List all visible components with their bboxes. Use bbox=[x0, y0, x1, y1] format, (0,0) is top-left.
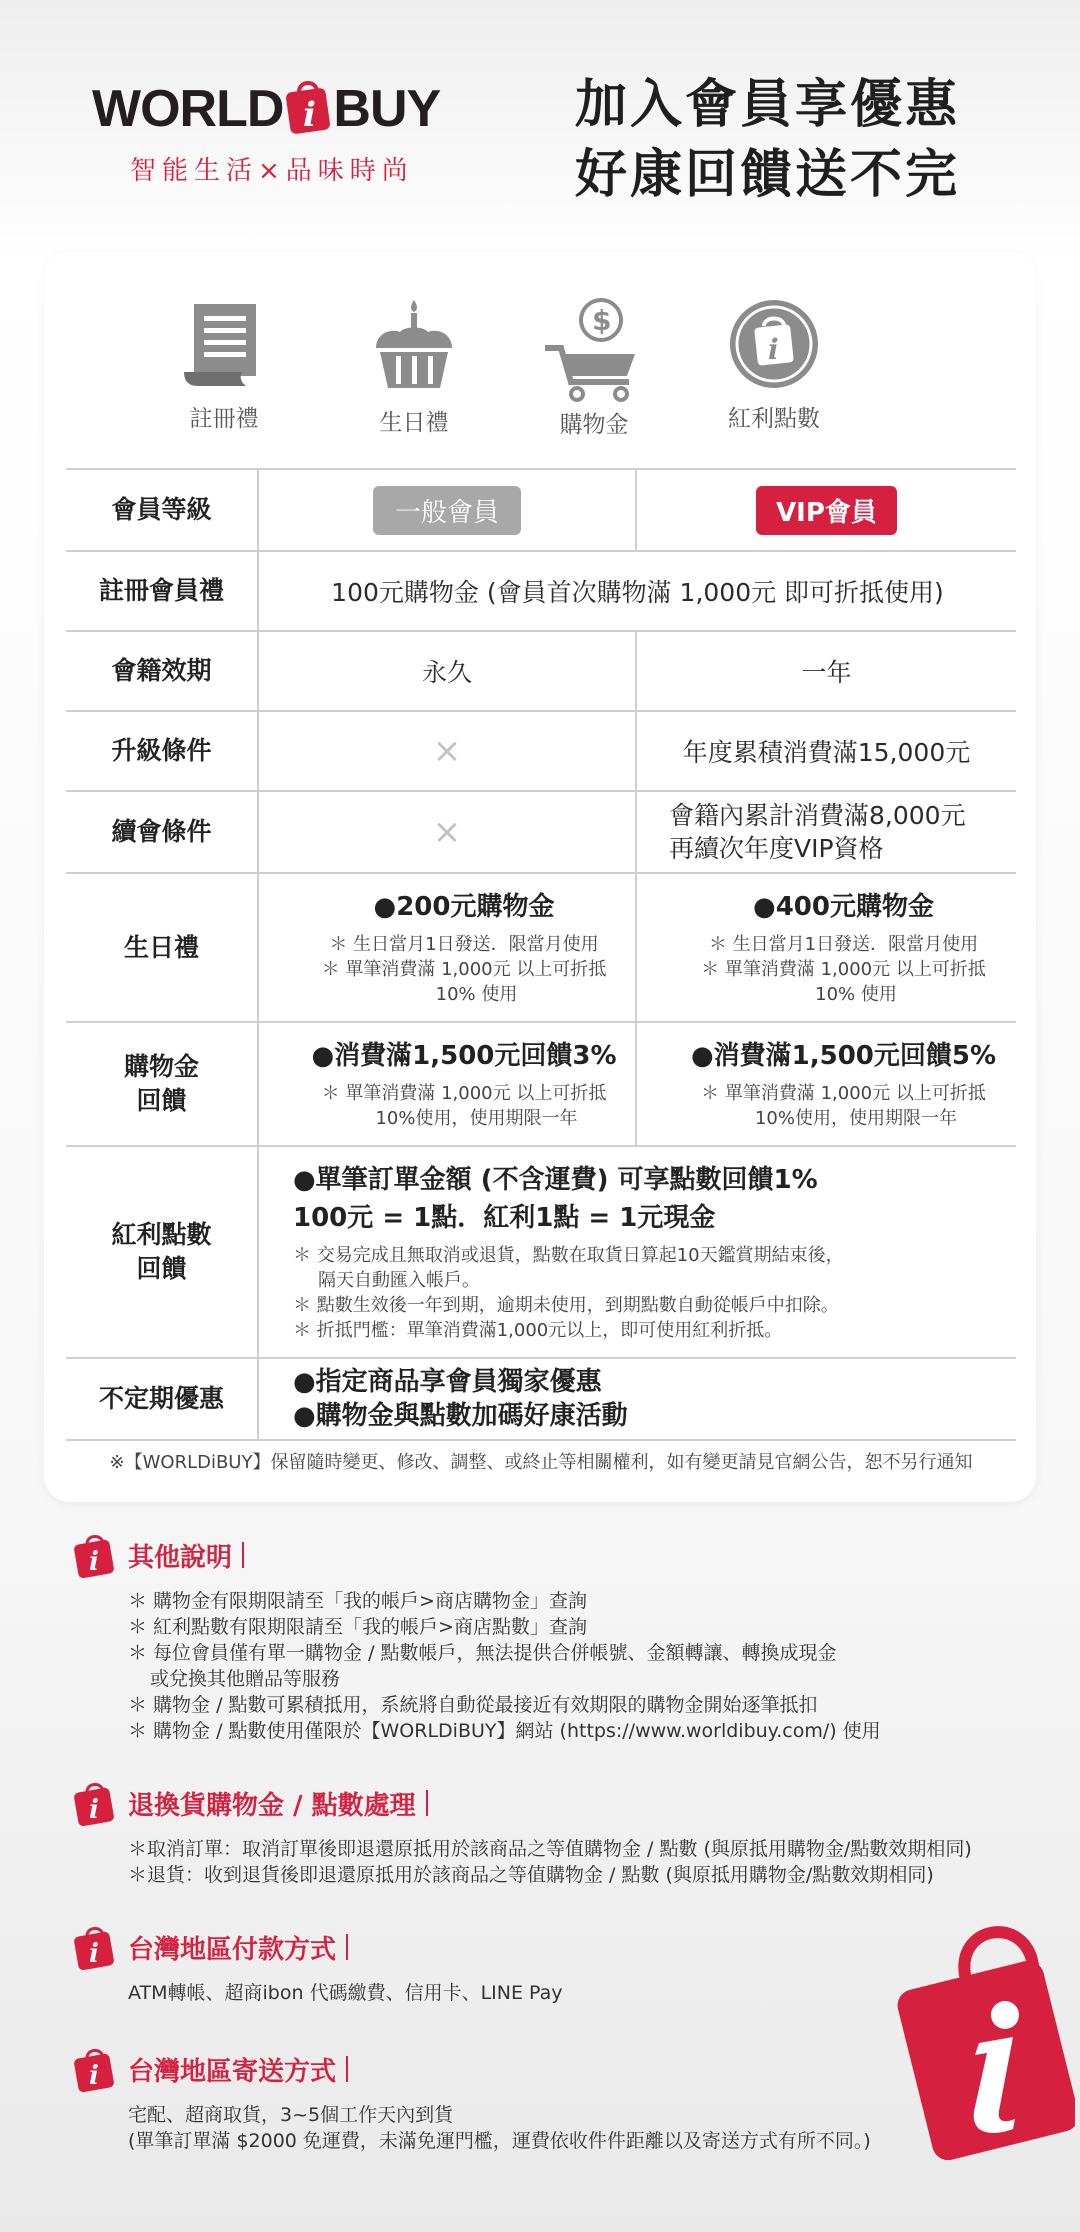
birthday-vip bbox=[636, 873, 1016, 1022]
row-header-line1: 紅利點數 bbox=[111, 1220, 212, 1249]
section-title: 台灣地區付款方式 bbox=[128, 1934, 337, 1965]
row-header-line1: 購物金 bbox=[123, 1052, 199, 1081]
row-header: 會員等級 bbox=[66, 469, 258, 551]
note: ＊ 單筆消費滿 1,000元 以上可折抵 bbox=[701, 1083, 986, 1104]
note: ＊ 生日當月1日發送．限當月使用 bbox=[329, 934, 599, 955]
info-badge-icon bbox=[72, 1532, 116, 1578]
list-item: ＊ 購物金有限期限請至「我的帳戶>商店購物金」查詢 bbox=[128, 1590, 587, 1612]
benefit-label: 生日禮 bbox=[379, 410, 449, 436]
upgrade-vip: 年度累積消費滿15,000元 bbox=[636, 711, 1016, 791]
row-header: 續會條件 bbox=[66, 791, 258, 873]
cashback-normal-title: ●消費滿1,500元回饋3% bbox=[311, 1041, 617, 1071]
row-header: 註冊會員禮 bbox=[66, 551, 258, 631]
note: ＊ 單筆消費滿 1,000元 以上可折抵 bbox=[321, 1083, 607, 1104]
row-header: 不定期優惠 bbox=[66, 1358, 258, 1440]
points-title2: 100元 = 1點．紅利1點 = 1元現金 bbox=[293, 1203, 716, 1233]
benefit-label: 購物金 bbox=[559, 412, 629, 438]
svg-text:i: i bbox=[89, 2061, 99, 2091]
svg-text:i: i bbox=[768, 333, 779, 366]
list-item: 或兌換其他贈品等服務 bbox=[150, 1668, 341, 1690]
title-divider bbox=[242, 1542, 244, 1568]
points-detail bbox=[258, 1146, 1016, 1358]
logo-left-text: WORLD bbox=[92, 80, 284, 138]
note: ＊ 生日當月1日發送．限當月使用 bbox=[708, 934, 979, 955]
list-item: ＊ 購物金 / 點數使用僅限於【WORLDiBUY】網站 (https://www.worldibuy.com/) 使用 bbox=[128, 1720, 881, 1742]
signup-gift-value: 100元購物金 (會員首次購物滿 1,000元 即可折抵使用) bbox=[258, 551, 1016, 631]
list-item: ＊取消訂單：取消訂單後即退還原抵用於該商品之等值購物金 / 點數 (與原抵用購物金/點數效期相同) bbox=[128, 1838, 972, 1860]
headline bbox=[575, 70, 960, 210]
birthday-vip-title: ●400元購物金 bbox=[753, 892, 934, 922]
row-header-line2: 回饋 bbox=[136, 1254, 187, 1283]
title-divider bbox=[346, 1934, 348, 1960]
section-shipping bbox=[72, 2046, 1002, 2154]
promo-detail bbox=[258, 1358, 1016, 1440]
benefit-birthday bbox=[334, 296, 494, 437]
renew-vip-line2: 再續次年度VIP資格 bbox=[669, 834, 884, 863]
document-icon bbox=[176, 296, 272, 392]
row-header bbox=[66, 1022, 258, 1146]
promo-line1: ●指定商品享會員獨家優惠 bbox=[293, 1367, 602, 1397]
title-divider bbox=[346, 2056, 348, 2082]
list-item: ＊ 紅利點數有限期限請至「我的帳戶>商店點數」查詢 bbox=[128, 1616, 587, 1638]
logo[interactable] bbox=[92, 76, 440, 139]
note: ＊ 折抵門檻：單筆消費滿1,000元以上，即可使用紅利折抵。 bbox=[293, 1320, 783, 1341]
note: ＊ 點數生效後一年到期，逾期未使用，到期點數自動從帳戶中扣除。 bbox=[293, 1295, 839, 1316]
svg-text:i: i bbox=[89, 1547, 99, 1577]
section-title: 退換貨購物金 / 點數處理 bbox=[128, 1790, 416, 1821]
note: 10% 使用 bbox=[815, 984, 897, 1005]
cashback-vip bbox=[636, 1022, 1016, 1146]
benefit-bonus-points bbox=[694, 296, 854, 433]
note: 10%使用，使用期限一年 bbox=[375, 1108, 578, 1129]
note: ＊ 單筆消費滿 1,000元 以上可折抵 bbox=[321, 959, 607, 980]
note: ＊ 交易完成且無取消或退貨，點數在取貨日算起10天鑑賞期結束後， bbox=[293, 1245, 844, 1266]
list-item: ＊退貨：收到退貨後即退還原抵用於該商品之等值購物金 / 點數 (與原抵用購物金/點數效期相同) bbox=[128, 1864, 934, 1886]
row-header: 生日禮 bbox=[66, 873, 258, 1022]
birthday-normal-title: ●200元購物金 bbox=[373, 892, 555, 922]
tier-vip-badge: VIP會員 bbox=[756, 486, 897, 535]
table-row-validity bbox=[66, 631, 1016, 711]
disclaimer: ※【WORLDiBUY】保留隨時變更、修改、調整、或終止等相關權利，如有變更請見官網公告，恕不另行通知 bbox=[109, 1452, 973, 1473]
slogan: 智能生活×品味時尚 bbox=[130, 156, 414, 186]
cake-icon bbox=[366, 296, 462, 396]
svg-text:$: $ bbox=[592, 304, 612, 337]
membership-table bbox=[66, 468, 1016, 1441]
list-item: ＊ 購物金 / 點數可累積抵用，系統將自動從最接近有效期限的購物金開始逐筆抵扣 bbox=[128, 1694, 818, 1716]
promo-line2: ●購物金與點數加碼好康活動 bbox=[293, 1401, 628, 1431]
section-returns bbox=[72, 1780, 1002, 1888]
section-title: 台灣地區寄送方式 bbox=[128, 2056, 337, 2087]
bonus-bag-icon bbox=[726, 296, 822, 392]
logo-bag-icon bbox=[285, 76, 331, 134]
header bbox=[0, 0, 1080, 250]
shopping-bag-icon bbox=[895, 1915, 1075, 2160]
cashback-normal bbox=[258, 1022, 636, 1146]
section-other bbox=[72, 1532, 1002, 1744]
table-row-signup bbox=[66, 551, 1016, 631]
cashback-vip-title: ●消費滿1,500元回饋5% bbox=[690, 1041, 997, 1071]
row-header-line2: 回饋 bbox=[136, 1086, 187, 1115]
birthday-normal bbox=[258, 873, 636, 1022]
cart-dollar-icon bbox=[539, 296, 649, 406]
row-header: 會籍效期 bbox=[66, 631, 258, 711]
note: 10%使用，使用期限一年 bbox=[754, 1108, 957, 1129]
benefit-signup bbox=[144, 296, 304, 433]
renew-vip bbox=[636, 791, 1016, 873]
table-row-birthday bbox=[66, 873, 1016, 1022]
table-row-cashback bbox=[66, 1022, 1016, 1146]
not-applicable-icon: × bbox=[432, 812, 462, 852]
benefit-label: 紅利點數 bbox=[728, 406, 820, 432]
headline-line1: 加入會員享優惠 bbox=[575, 74, 961, 135]
headline-line2: 好康回饋送不完 bbox=[575, 144, 961, 205]
title-divider bbox=[426, 1790, 428, 1816]
svg-text:i: i bbox=[89, 1939, 99, 1969]
benefit-shopping-credit bbox=[514, 296, 674, 439]
svg-text:i: i bbox=[303, 95, 316, 134]
table-row-points bbox=[66, 1146, 1016, 1358]
list-item: 宅配、超商取貨，3~5個工作天內到貨 bbox=[128, 2104, 454, 2126]
info-badge-icon bbox=[72, 1924, 116, 1970]
validity-vip: 一年 bbox=[636, 631, 1016, 711]
section-title: 其他說明 bbox=[128, 1542, 233, 1573]
info-badge-icon bbox=[72, 2046, 116, 2092]
tier-normal-badge: 一般會員 bbox=[373, 486, 521, 535]
list-item: (單筆訂單滿 $2000 免運費，未滿免運門檻，運費依收件件距離以及寄送方式有所不同。) bbox=[128, 2130, 871, 2152]
table-row-tier bbox=[66, 469, 1016, 551]
note: ＊ 單筆消費滿 1,000元 以上可折抵 bbox=[701, 959, 986, 980]
points-title1: ●單筆訂單金額 (不含運費) 可享點數回饋1% bbox=[293, 1165, 818, 1195]
svg-text:i: i bbox=[89, 1795, 99, 1825]
logo-right-text: BUY bbox=[333, 80, 441, 138]
row-header bbox=[66, 1146, 258, 1358]
table-row-promo bbox=[66, 1358, 1016, 1440]
renew-vip-line1: 會籍內累計消費滿8,000元 bbox=[669, 801, 966, 830]
list-item: ＊ 每位會員僅有單一購物金 / 點數帳戶，無法提供合併帳號、金額轉讓、轉換成現金 bbox=[128, 1642, 837, 1664]
note: 10% 使用 bbox=[435, 984, 518, 1005]
row-header: 升級條件 bbox=[66, 711, 258, 791]
validity-normal: 永久 bbox=[258, 631, 636, 711]
benefit-icons bbox=[44, 252, 1036, 442]
info-badge-icon bbox=[72, 1780, 116, 1826]
benefit-label: 註冊禮 bbox=[189, 406, 259, 432]
table-row-upgrade bbox=[66, 711, 1016, 791]
list-item: ATM轉帳、超商ibon 代碼繳費、信用卡、LINE Pay bbox=[128, 1982, 563, 2004]
section-payment bbox=[72, 1924, 1002, 2006]
not-applicable-icon: × bbox=[432, 731, 462, 771]
note: 隔天自動匯入帳戶。 bbox=[318, 1270, 480, 1291]
table-row-renew bbox=[66, 791, 1016, 873]
